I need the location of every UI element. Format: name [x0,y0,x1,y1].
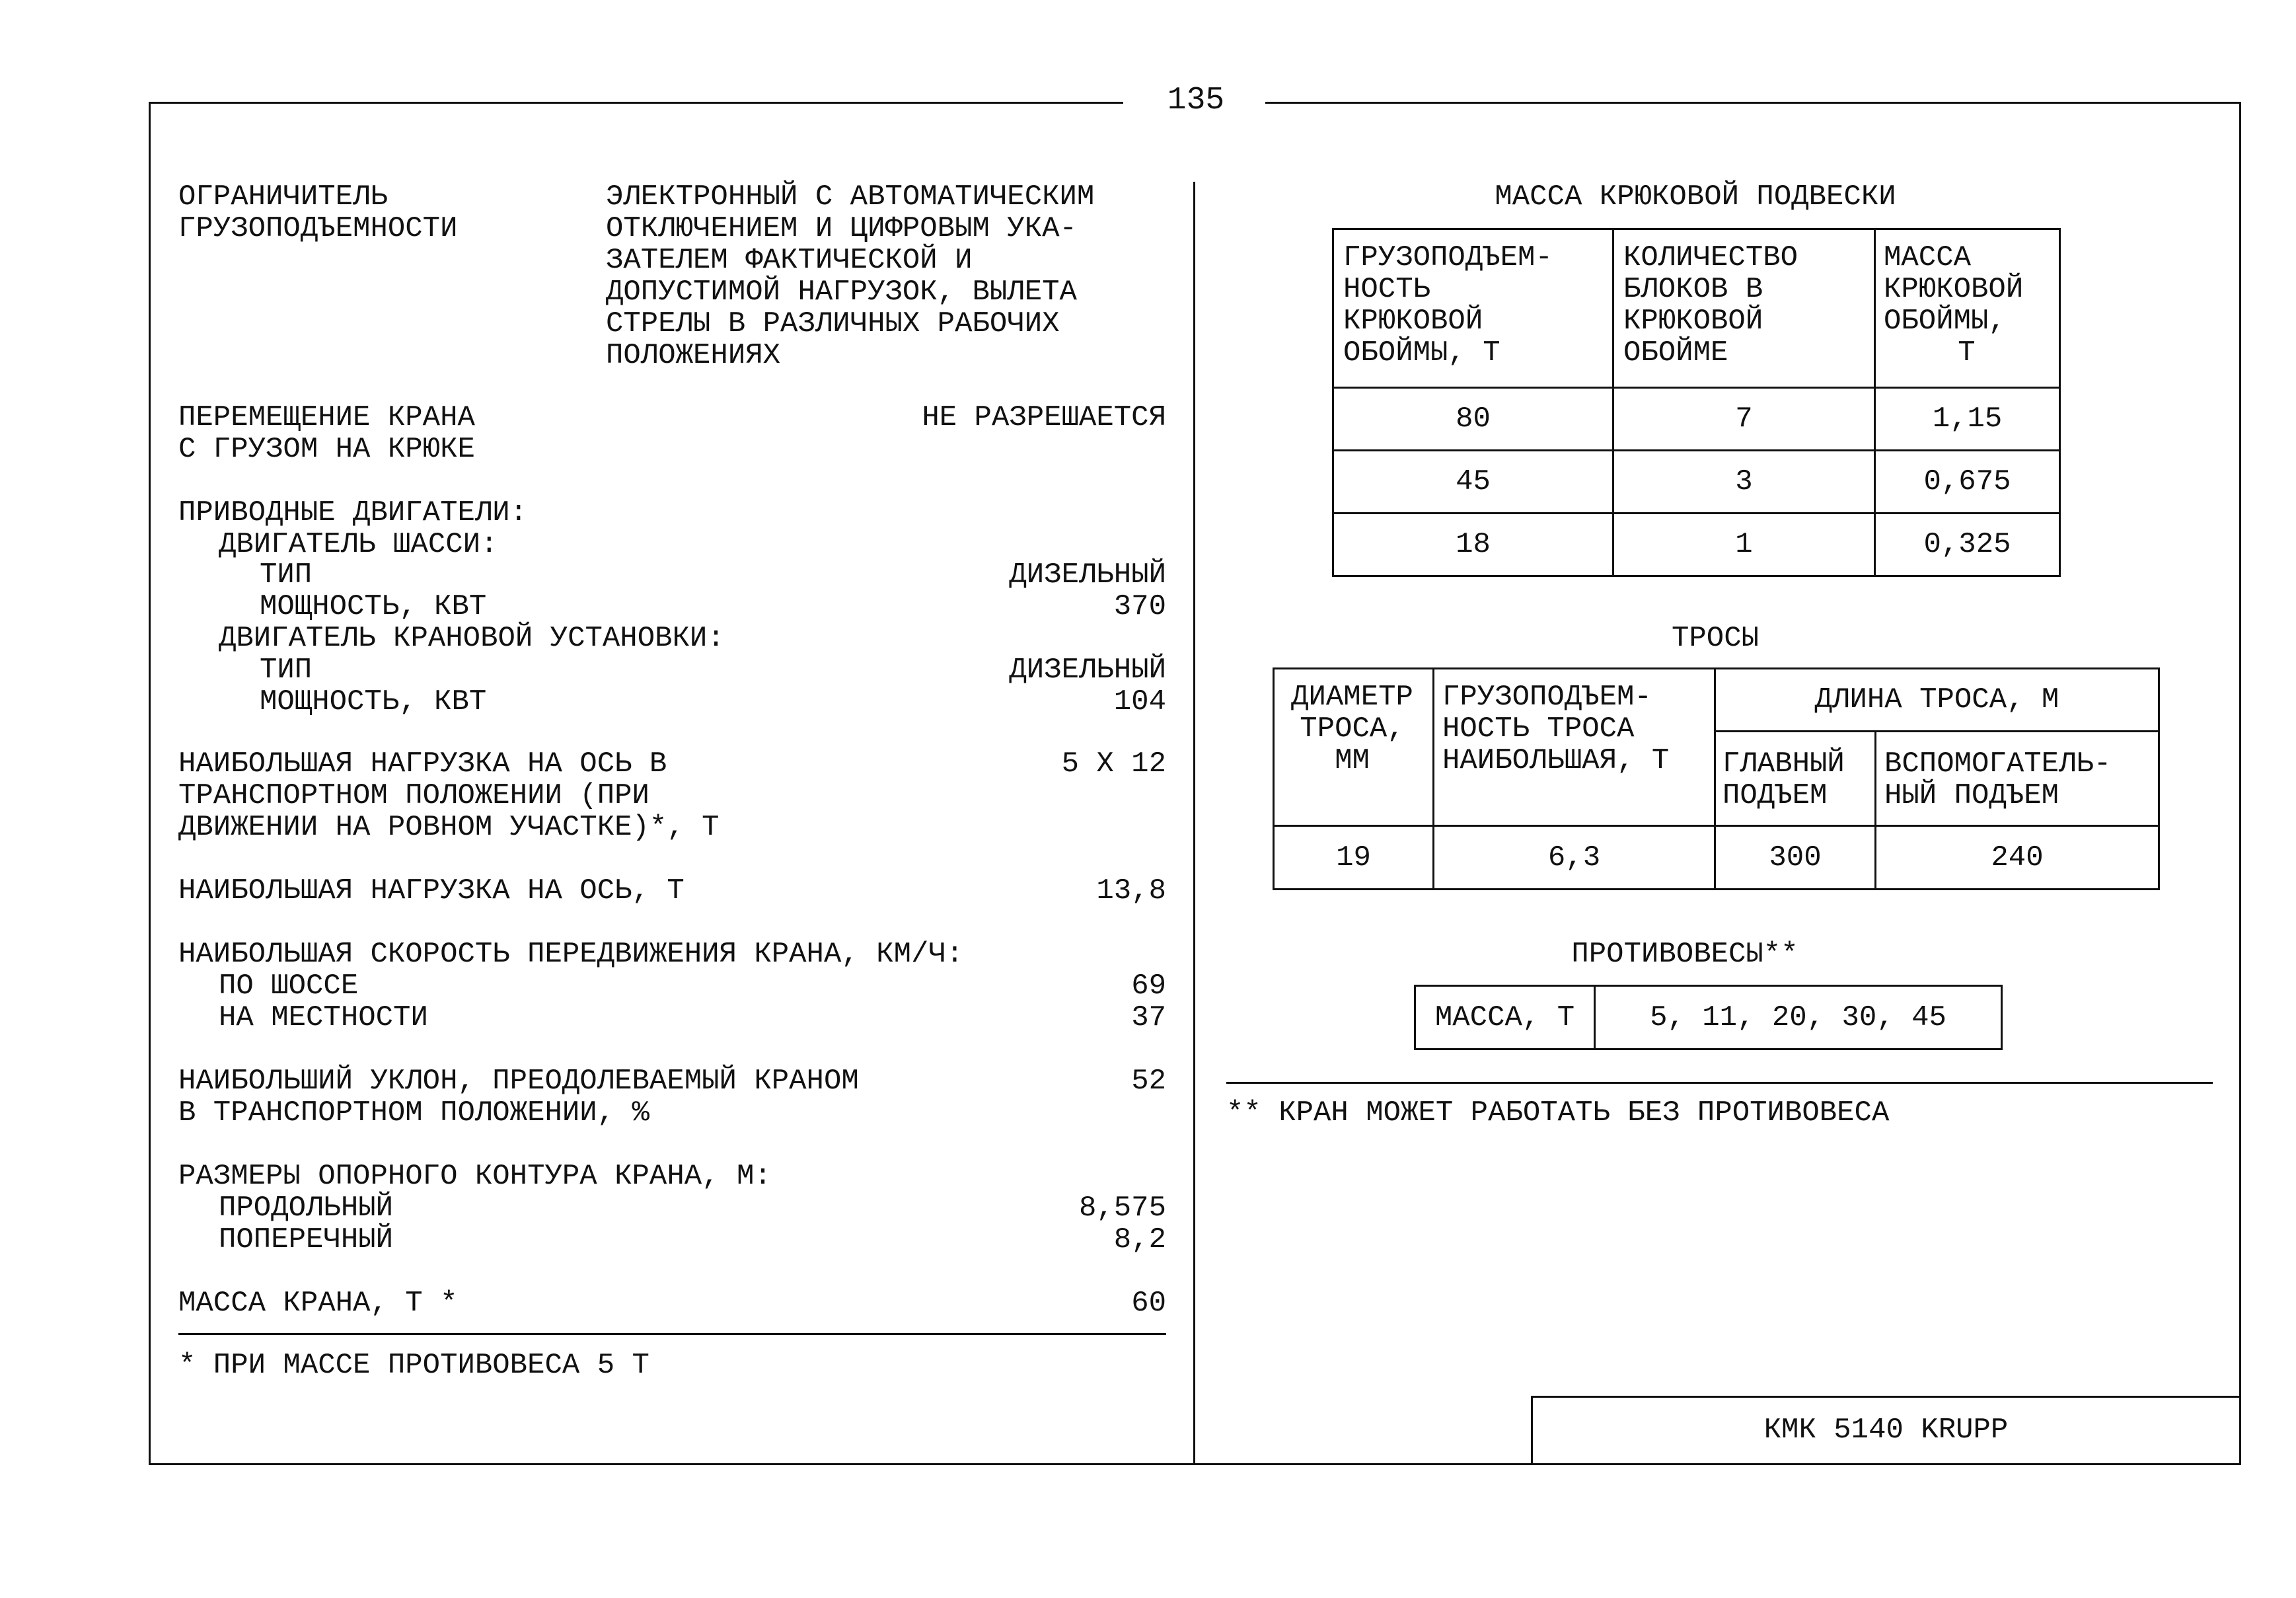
ropes-header-main-line-2: ПОДЪЕМ [1722,779,1828,812]
ropes-header-diameter [1274,669,1434,826]
counterweights-title: ПРОТИВОВЕСЫ** [1571,938,1798,971]
chassis-engine-heading: ДВИГАТЕЛЬ ШАССИ: [219,528,498,561]
crane-mass-label: МАССА КРАНА, Т * [178,1287,458,1320]
column-divider [1193,182,1195,1465]
limiter-value-6: ПОЛОЖЕНИЯХ [606,339,781,372]
ropes-header-main-line-1: ГЛАВНЫЙ [1722,747,1845,780]
ropes-header-aux-line-1: ВСПОМОГАТЕЛЬ- [1884,747,2112,780]
ropes-header-row-1 [1274,669,2159,732]
frame-left [149,102,151,1465]
hook-header-mass [1875,229,2060,388]
axle-transport-value: 5 Х 12 [1061,747,1166,780]
limiter-value-5: СТРЕЛЫ В РАЗЛИЧНЫХ РАБОЧИХ [606,307,1060,340]
hook-header-mass-line-1: МАССА [1884,241,1972,274]
movement-value: НЕ РАЗРЕШАЕТСЯ [922,401,1166,434]
counterweights-label: МАССА, Т [1415,986,1595,1049]
axle-load-value: 13,8 [1096,874,1166,907]
hook-cell: 1,15 [1875,388,2060,451]
hook-table-title: МАССА КРЮКОВОЙ ПОДВЕСКИ [1495,180,1896,213]
ropes-header-capacity-line-3: НАИБОЛЬШАЯ, Т [1442,744,1670,777]
limiter-label-1: ОГРАНИЧИТЕЛЬ [178,180,388,213]
hook-header-capacity-line-2: НОСТЬ [1343,273,1431,306]
table-row [1333,388,2060,451]
hook-header-mass-line-3: ОБОЙМЫ, [1884,305,2006,338]
ropes-header-capacity [1434,669,1715,826]
limiter-value-4: ДОПУСТИМОЙ НАГРУЗОК, ВЫЛЕТА [606,276,1077,309]
axle-transport-label-2: ТРАНСПОРТНОМ ПОЛОЖЕНИИ (ПРИ [178,779,649,812]
hook-cell: 0,675 [1875,451,2060,514]
hook-table-header-row [1333,229,2060,388]
hook-header-blocks-line-1: КОЛИЧЕСТВО [1623,241,1798,274]
movement-label-1: ПЕРЕМЕЩЕНИЕ КРАНА [178,401,475,434]
table-row [1333,451,2060,514]
crane-power-label: МОЩНОСТЬ, КВТ [260,685,487,718]
model-box-top [1531,1396,2241,1398]
counterweights-value: 5, 11, 20, 30, 45 [1595,986,2002,1049]
frame-top-left [149,102,1123,104]
left-footnote-rule [178,1333,1166,1335]
hook-table [1332,228,2061,577]
ropes-header-diameter-line-1: ДИАМЕТР [1291,681,1413,714]
speed-highway-label: ПО ШОССЕ [219,970,359,1003]
crane-type-value: ДИЗЕЛЬНЫЙ [1009,654,1166,687]
hook-cell: 18 [1333,514,1613,576]
right-footnote: ** КРАН МОЖЕТ РАБОТАТЬ БЕЗ ПРОТИВОВЕСА [1226,1096,1890,1129]
ropes-cell: 240 [1876,826,2159,890]
left-footnote: * ПРИ МАССЕ ПРОТИВОВЕСА 5 Т [178,1349,649,1382]
model-label: КМК 5140 KRUPP [1763,1414,2009,1447]
hook-header-mass-line-4: Т [1958,336,1976,369]
ropes-cell: 6,3 [1434,826,1715,890]
hook-cell: 3 [1613,451,1875,514]
slope-value: 52 [1131,1065,1166,1098]
hook-header-capacity-line-3: КРЮКОВОЙ [1343,305,1483,338]
limiter-label-2: ГРУЗОПОДЪЕМНОСТИ [178,212,458,245]
ropes-header-main [1715,732,1876,826]
ropes-header-capacity-line-2: НОСТЬ ТРОСА [1442,712,1635,745]
limiter-value-2: ОТКЛЮЧЕНИЕМ И ЦИФРОВЫМ УКА- [606,212,1077,245]
ropes-table-title: ТРОСЫ [1671,622,1759,655]
crane-engine-heading: ДВИГАТЕЛЬ КРАНОВОЙ УСТАНОВКИ: [219,622,725,655]
speed-terrain-value: 37 [1131,1001,1166,1034]
crane-power-value: 104 [1113,685,1166,718]
hook-header-blocks-line-4: ОБОЙМЕ [1623,336,1728,369]
table-row [1333,514,2060,576]
outrigger-long-label: ПРОДОЛЬНЫЙ [219,1192,394,1225]
crane-type-label: ТИП [260,654,313,687]
table-row [1274,826,2159,890]
speed-terrain-label: НА МЕСТНОСТИ [219,1001,428,1034]
chassis-power-value: 370 [1113,590,1166,623]
right-footnote-rule [1226,1082,2213,1084]
frame-top-right [1265,102,2241,104]
speed-heading: НАИБОЛЬШАЯ СКОРОСТЬ ПЕРЕДВИЖЕНИЯ КРАНА, КМ/Ч: [178,938,964,971]
outrigger-cross-value: 8,2 [1113,1223,1166,1256]
hook-header-capacity-line-1: ГРУЗОПОДЪЕМ- [1343,241,1553,274]
frame-right [2239,102,2241,1465]
ropes-cell: 19 [1274,826,1434,890]
ropes-header-length: ДЛИНА ТРОСА, М [1715,669,2159,732]
chassis-type-value: ДИЗЕЛЬНЫЙ [1009,558,1166,591]
hook-cell: 0,325 [1875,514,2060,576]
engines-heading: ПРИВОДНЫЕ ДВИГАТЕЛИ: [178,496,528,529]
hook-header-capacity [1333,229,1613,388]
ropes-header-diameter-line-3: ММ [1335,744,1370,777]
crane-mass-value: 60 [1131,1287,1166,1320]
axle-transport-label-1: НАИБОЛЬШАЯ НАГРУЗКА НА ОСЬ В [178,747,667,780]
limiter-value-3: ЗАТЕЛЕМ ФАКТИЧЕСКОЙ И [606,244,973,277]
hook-header-blocks-line-3: КРЮКОВОЙ [1623,305,1763,338]
slope-label-2: В ТРАНСПОРТНОМ ПОЛОЖЕНИИ, % [178,1096,649,1129]
axle-transport-label-3: ДВИЖЕНИИ НА РОВНОМ УЧАСТКЕ)*, Т [178,811,720,844]
outrigger-long-value: 8,575 [1078,1192,1166,1225]
hook-cell: 80 [1333,388,1613,451]
counterweights-table [1414,985,2003,1050]
hook-cell: 7 [1613,388,1875,451]
hook-cell: 1 [1613,514,1875,576]
speed-highway-value: 69 [1131,970,1166,1003]
ropes-cell: 300 [1715,826,1876,890]
ropes-header-aux-line-2: НЫЙ ПОДЪЕМ [1884,779,2059,812]
ropes-header-aux [1876,732,2159,826]
table-row [1415,986,2002,1049]
hook-header-mass-line-2: КРЮКОВОЙ [1884,273,2024,306]
hook-header-blocks [1613,229,1875,388]
hook-header-blocks-line-2: БЛОКОВ В [1623,273,1763,306]
slope-label-1: НАИБОЛЬШИЙ УКЛОН, ПРЕОДОЛЕВАЕМЫЙ КРАНОМ [178,1065,859,1098]
ropes-header-capacity-line-1: ГРУЗОПОДЪЕМ- [1442,681,1652,714]
hook-header-capacity-line-4: ОБОЙМЫ, Т [1343,336,1500,369]
outrigger-heading: РАЗМЕРЫ ОПОРНОГО КОНТУРА КРАНА, М: [178,1160,772,1193]
page-number: 135 [1167,83,1225,118]
hook-cell: 45 [1333,451,1613,514]
chassis-type-label: ТИП [260,558,313,591]
ropes-table [1273,667,2160,890]
axle-load-label: НАИБОЛЬШАЯ НАГРУЗКА НА ОСЬ, Т [178,874,685,907]
movement-label-2: С ГРУЗОМ НА КРЮКЕ [178,433,475,466]
outrigger-cross-label: ПОПЕРЕЧНЫЙ [219,1223,394,1256]
chassis-power-label: МОЩНОСТЬ, КВТ [260,590,487,623]
limiter-value-1: ЭЛЕКТРОННЫЙ С АВТОМАТИЧЕСКИМ [606,180,1095,213]
ropes-header-diameter-line-2: ТРОСА, [1300,712,1405,745]
